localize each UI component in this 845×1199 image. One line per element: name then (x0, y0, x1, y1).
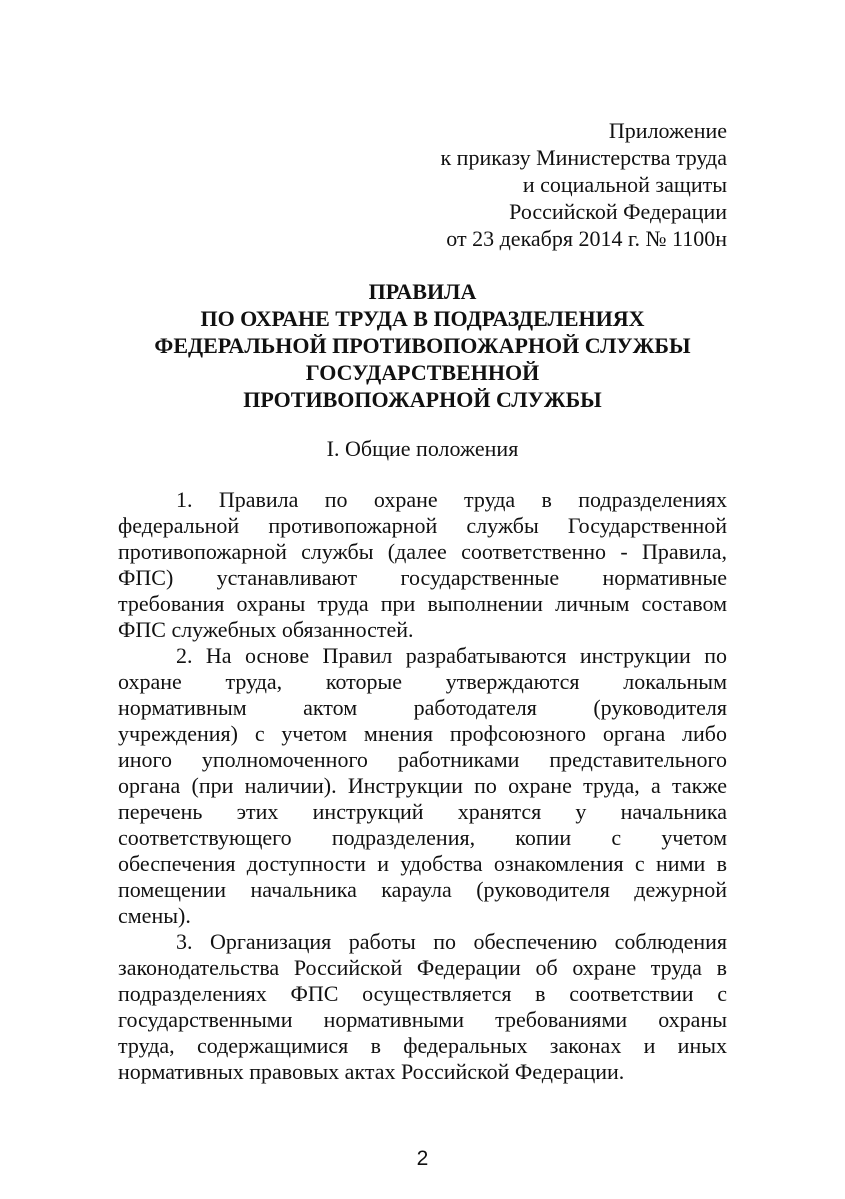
paragraph-line: требования охраны труда при выполнении личным составом (118, 591, 727, 616)
paragraph-line: ФПС) устанавливают государственные нормативные (118, 565, 727, 590)
paragraph-line: смены). (118, 903, 191, 928)
body-text (118, 487, 727, 1085)
paragraph-line: труда, содержащимися в федеральных законах и иных (118, 1033, 727, 1058)
paragraph-line: нормативным актом работодателя (руководителя (118, 695, 727, 720)
paragraph-line: обеспечения доступности и удобства ознакомления с ними в (118, 851, 727, 876)
paragraph-line: ФПС служебных обязанностей. (118, 617, 414, 642)
paragraph-line: противопожарной службы (далее соответственно - Правила, (118, 539, 727, 564)
title-line: ПРОТИВОПОЖАРНОЙ СЛУЖБЫ (243, 387, 602, 412)
paragraph-line: законодательства Российской Федерации об охране труда в (118, 955, 727, 980)
appendix-line: Российской Федерации (509, 199, 727, 224)
appendix-block (307, 117, 727, 252)
paragraph-line: перечень этих инструкций хранятся у начальника (118, 799, 727, 824)
title-line: ГОСУДАРСТВЕННОЙ (305, 360, 540, 385)
title-line: ПО ОХРАНЕ ТРУДА В ПОДРАЗДЕЛЕНИЯХ (200, 306, 645, 331)
section-heading: I. Общие положения (326, 436, 519, 461)
title-line: ФЕДЕРАЛЬНОЙ ПРОТИВОПОЖАРНОЙ СЛУЖБЫ (154, 333, 691, 358)
paragraph-line: 2. На основе Правил разрабатываются инструкции по (176, 643, 727, 668)
title-line: ПРАВИЛА (368, 279, 477, 304)
paragraph-line: подразделениях ФПС осуществляется в соответствии с (118, 981, 727, 1006)
paragraph-line: иного уполномоченного работниками представительного (118, 747, 727, 772)
paragraph-line: помещении начальника караула (руководителя дежурной (118, 877, 727, 902)
paragraph-line: федеральной противопожарной службы Государственной (118, 513, 727, 538)
paragraph-line: учреждения) с учетом мнения профсоюзного органа либо (118, 721, 727, 746)
document-title (118, 278, 727, 413)
paragraph-line: органа (при наличии). Инструкции по охране труда, а также (118, 773, 727, 798)
appendix-line: Приложение (608, 118, 727, 143)
paragraph-line: охране труда, которые утверждаются локальным (118, 669, 727, 694)
paragraph-line: 1. Правила по охране труда в подразделениях (176, 487, 727, 512)
paragraph-3 (118, 929, 727, 1085)
paragraph-line: нормативных правовых актах Российской Федерации. (118, 1059, 625, 1084)
page-number: 2 (416, 1147, 429, 1170)
appendix-line: и социальной защиты (522, 172, 727, 197)
paragraph-2 (118, 643, 727, 929)
appendix-line: от 23 декабря 2014 г. № 1100н (446, 226, 727, 251)
appendix-line: к приказу Министерства труда (440, 145, 727, 170)
paragraph-line: соответствующего подразделения, копии с учетом (118, 825, 727, 850)
paragraph-1 (118, 487, 727, 643)
paragraph-line: государственными нормативными требованиями охраны (118, 1007, 727, 1032)
paragraph-line: 3. Организация работы по обеспечению соблюдения (176, 929, 727, 954)
